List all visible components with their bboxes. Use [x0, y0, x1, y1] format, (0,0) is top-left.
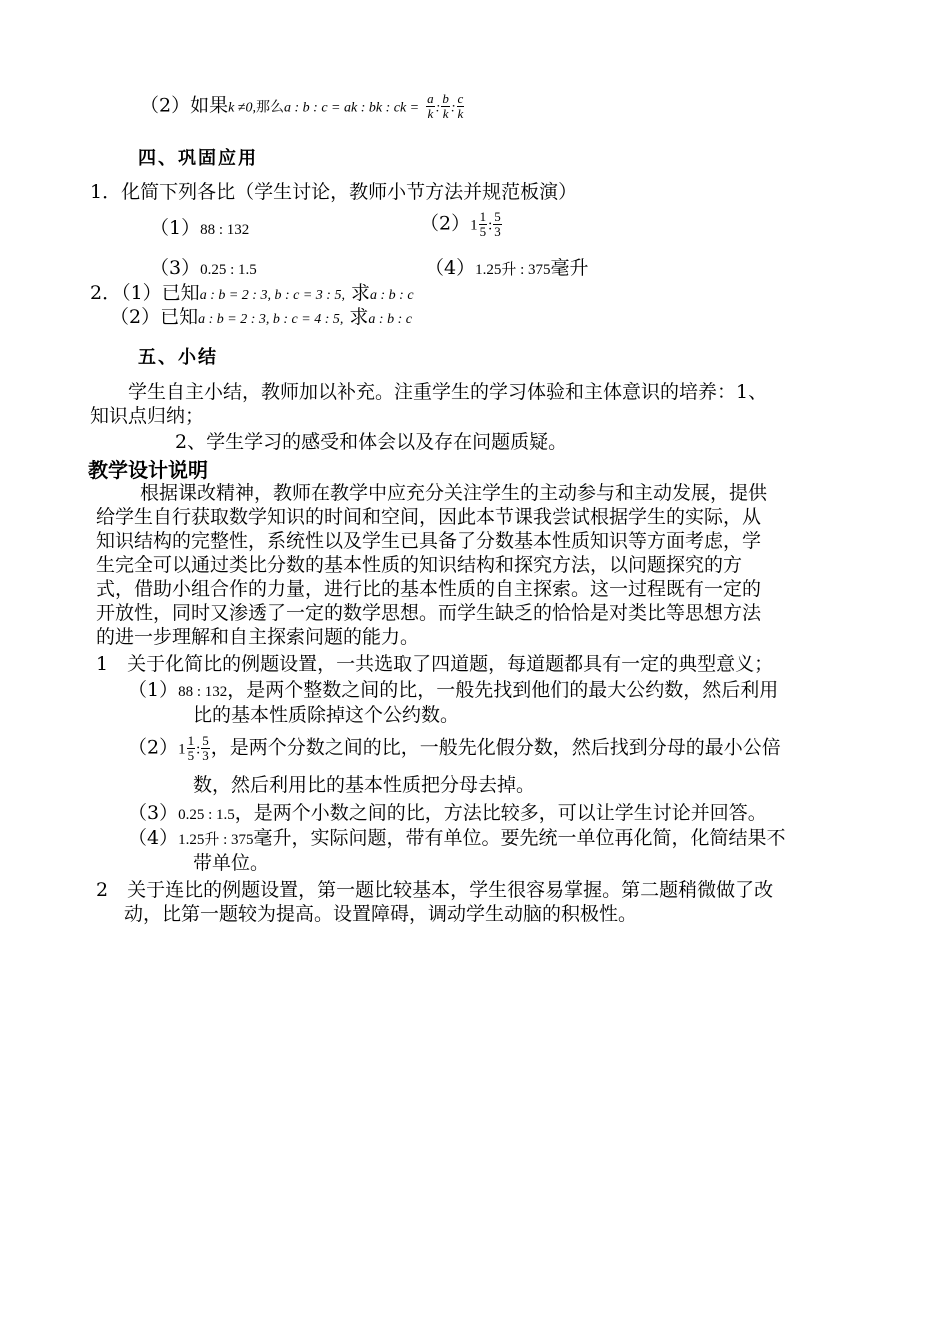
fraction-5-3: $\frac{5}{3}$	[494, 209, 501, 239]
property-2-condition: k ≠0,	[228, 100, 256, 116]
item-label: 2．（1）已知	[90, 282, 200, 304]
design-line-1: 根据课改精神，教师在教学中应充分关注学生的主动参与和主动发展，提供	[140, 482, 768, 504]
point-1-item-3	[128, 801, 767, 827]
ask-label: 求	[349, 306, 369, 328]
design-line-7: 的进一步理解和自主探索问题的能力。	[96, 626, 420, 648]
given-expression: a : b = 2 : 3, b : c = 3 : 5,	[199, 288, 345, 303]
point-1-item-1-cont: 比的基本性质除掉这个公约数。	[193, 704, 460, 726]
point-2-line-1: 2 关于连比的例题设置，第一题比较基本，学生很容易掌握。第二题稍微做了改	[96, 879, 774, 901]
question-1-item-3	[150, 256, 257, 282]
item-expression: 1.25升 : 375	[475, 262, 551, 278]
point-2-line-2: 动，比第一题较为提高。设置障碍，调动学生动脑的积极性。	[124, 903, 638, 925]
point-1-item-2	[128, 734, 781, 763]
section-4-heading: 四、巩固应用	[138, 148, 258, 169]
point-1-item-4	[128, 826, 786, 852]
mixed-whole: 1	[178, 741, 186, 758]
point-1-heading: 1 关于化简比的例题设置，一共选取了四道题，每道题都具有一定的典型意义；	[96, 653, 774, 675]
item-label: （2）已知	[110, 306, 199, 328]
item-text: ，是两个分数之间的比，一般先化假分数，然后找到分母的最小公倍	[210, 736, 781, 759]
property-2-label: （2）如果	[140, 94, 229, 117]
fraction-1-5: $\frac{1}{5}$	[187, 733, 195, 763]
item-label: （2）	[128, 736, 179, 759]
question-1-item-1	[150, 216, 249, 242]
target-expression: a : b : c	[368, 312, 412, 327]
design-line-6: 开放性，同时又渗透了一定的数学思想。而学生缺乏的恰恰是对类比等思想方法	[96, 602, 762, 624]
item-label: （3）	[128, 802, 179, 824]
design-line-2: 给学生自行获取数学知识的时间和空间，因此本节课我尝试根据学生的实际，从	[96, 506, 762, 528]
question-2-line-2	[110, 305, 412, 332]
point-1-item-2-cont: 数，然后利用比的基本性质把分母去掉。	[193, 774, 536, 796]
item-text: ，实际问题，带有单位。要先统一单位再化简，化简结果不	[291, 827, 786, 849]
item-expression: 0.25 : 1.5	[200, 262, 257, 278]
item-label: （2）	[420, 212, 471, 235]
item-label: （4）	[425, 257, 476, 279]
item-label: （4）	[128, 827, 179, 849]
colon: :	[435, 100, 441, 116]
property-2-then: 那么	[256, 100, 284, 116]
item-label: （1）	[128, 679, 179, 701]
item-unit: 毫升	[253, 827, 292, 849]
item-text: ，是两个整数之间的比，一般先找到他们的最大公约数，然后利用	[227, 679, 779, 701]
design-notes-title: 教学设计说明	[88, 458, 208, 482]
point-1-item-1	[128, 678, 778, 704]
colon: :	[488, 217, 493, 234]
fraction-1-5: $\frac{1}{5}$	[479, 209, 487, 239]
design-line-4: 生完全可以通过类比分数的基本性质的知识结构和探究方法，以问题探究的方	[96, 554, 743, 576]
summary-paragraph-1: 学生自主小结，教师加以补充。注重学生的学习体验和主体意识的培养：1、	[128, 381, 768, 403]
question-1-item-4	[425, 256, 589, 282]
property-2-line	[140, 92, 465, 121]
design-line-5: 式，借助小组合作的力量，进行比的基本性质的自主探索。这一过程既有一定的	[96, 578, 762, 600]
fraction-a-over-k: $\frac{a}{k}$	[427, 91, 434, 121]
colon: :	[450, 100, 456, 116]
ask-label: 求	[351, 282, 371, 304]
given-expression: a : b = 2 : 3, b : c = 4 : 5,	[198, 312, 344, 327]
question-2-line-1	[90, 281, 414, 308]
fraction-5-3: $\frac{5}{3}$	[202, 733, 209, 763]
point-1-item-4-cont: 带单位。	[193, 852, 270, 874]
colon: :	[196, 741, 201, 758]
question-1-item-2	[420, 210, 503, 239]
item-label: （1）	[150, 217, 201, 239]
question-1-stem: 1．化简下列各比（学生讨论，教师小节方法并规范板演）	[90, 181, 578, 203]
summary-paragraph-1-cont: 知识点归纳；	[90, 405, 205, 427]
design-line-3: 知识结构的完整性，系统性以及学生已具备了分数基本性质知识等方面考虑，学	[96, 530, 762, 552]
summary-paragraph-2: 2、学生学习的感受和体会以及存在问题质疑。	[175, 431, 568, 453]
item-expression: 1.25升 : 375	[178, 832, 254, 848]
item-unit: 毫升	[550, 257, 589, 279]
item-text: ，是两个小数之间的比，方法比较多，可以让学生讨论并回答。	[234, 802, 767, 824]
property-2-equation: a : b : c = ak : bk : ck =	[284, 100, 420, 116]
target-expression: a : b : c	[370, 288, 414, 303]
mixed-whole: 1	[470, 217, 478, 234]
item-label: （3）	[150, 257, 201, 279]
fraction-b-over-k: $\frac{b}{k}$	[442, 91, 449, 121]
fraction-c-over-k: $\frac{c}{k}$	[457, 91, 464, 121]
section-5-heading: 五、小结	[138, 347, 218, 368]
item-expression: 88 : 132	[200, 222, 250, 238]
item-expression: 0.25 : 1.5	[178, 807, 235, 823]
item-expression: 88 : 132	[178, 684, 228, 700]
